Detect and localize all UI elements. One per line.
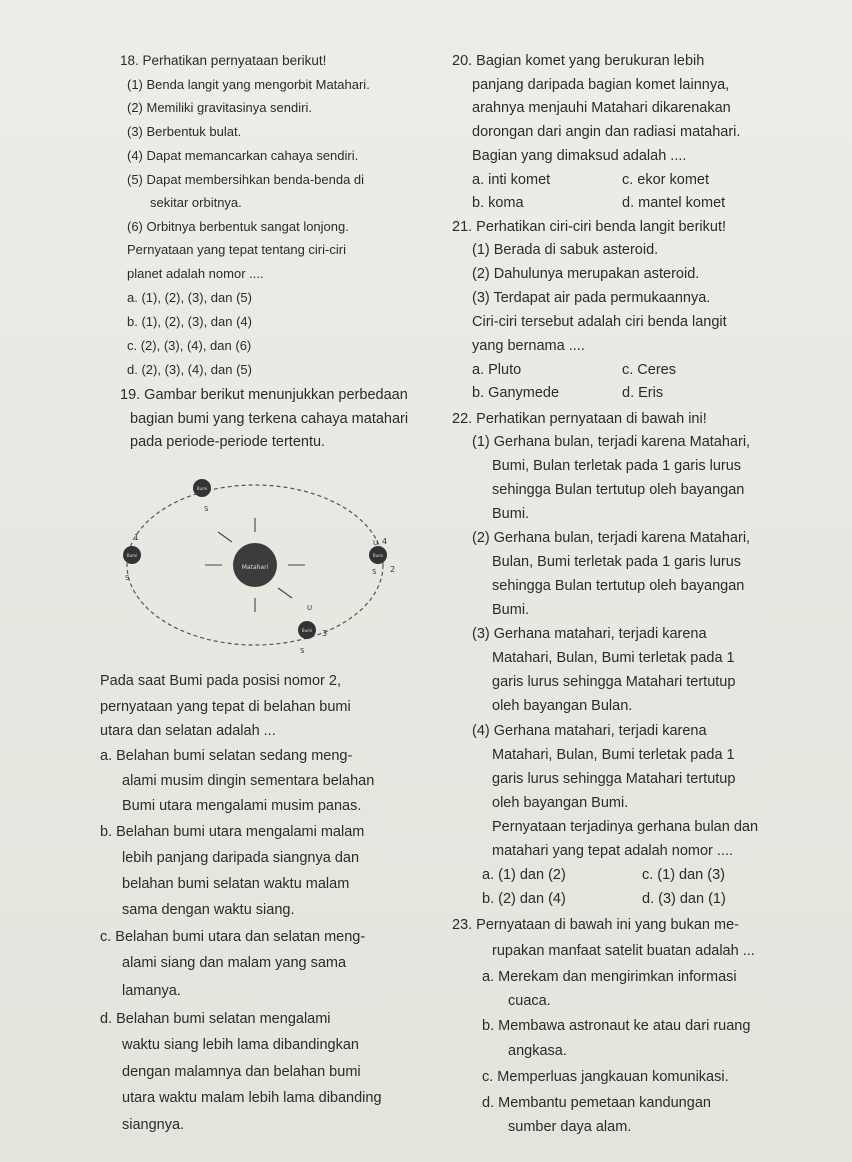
q20-option-c[interactable]: c. ekor komet: [622, 172, 710, 188]
q21-statement-2: (2) Dahulunya merupakan asteroid.: [472, 266, 700, 282]
q19-option-d-4: utara waktu malam lebih lama dibanding: [122, 1090, 382, 1106]
q22-stem: 22. Perhatikan pernyataan di bawah ini!: [452, 411, 707, 427]
q18-question-1: Pernyataan yang tepat tentang ciri-ciri: [127, 242, 346, 257]
q21-option-c[interactable]: c. Ceres: [622, 362, 676, 378]
q23-option-a-cont: cuaca.: [508, 993, 551, 1009]
q20-option-d[interactable]: d. mantel komet: [622, 195, 726, 211]
q20-line-2: panjang daripada bagian komet lainnya,: [472, 77, 730, 93]
q22-p4-a: (4) Gerhana matahari, terjadi karena: [472, 723, 707, 739]
q23-option-b[interactable]: b. Membawa astronaut ke atau dari ruang: [482, 1018, 751, 1034]
q22-p4-c: garis lurus sehingga Matahari tertutup: [492, 771, 736, 787]
q21-stem: 21. Perhatikan ciri-ciri benda langit berikut!: [452, 219, 727, 235]
q18-option-d[interactable]: d. (2), (3), (4), dan (5): [127, 362, 252, 377]
q19-option-d-2: waktu siang lebih lama dibandingkan: [122, 1037, 359, 1053]
q21-option-d[interactable]: d. Eris: [622, 385, 664, 401]
q21-option-b[interactable]: b. Ganymede: [472, 385, 560, 401]
q22-option-d[interactable]: d. (3) dan (1): [642, 891, 726, 907]
q19-option-d-1[interactable]: d. Belahan bumi selatan mengalami: [100, 1011, 331, 1027]
q19-option-a-3: Bumi utara mengalami musim panas.: [122, 798, 362, 814]
q23-option-d-cont: sumber daya alam.: [508, 1119, 632, 1135]
q19-question-1: Pada saat Bumi pada posisi nomor 2,: [100, 673, 341, 689]
q22-p2-a: (2) Gerhana bulan, terjadi karena Matahari,: [472, 530, 751, 546]
south-mark-bottom: S: [300, 647, 305, 655]
q23-option-b-cont: angkasa.: [508, 1043, 567, 1059]
q19-option-b-2: lebih panjang daripada siangnya dan: [122, 850, 360, 866]
q19-option-a-1[interactable]: a. Belahan bumi selatan sedang meng-: [100, 748, 353, 764]
q23-option-a[interactable]: a. Merekam dan mengirimkan informasi: [482, 969, 737, 985]
q19-option-b-4: sama dengan waktu siang.: [122, 902, 295, 918]
q18-option-c[interactable]: c. (2), (3), (4), dan (6): [127, 338, 252, 353]
label-pos-2: 2: [390, 565, 396, 574]
earth-label-top: Bumi: [196, 486, 208, 491]
q22-p3-b: Matahari, Bulan, Bumi terletak pada 1: [492, 650, 735, 666]
q18-statement-5: (5) Dapat membersihkan benda-benda di: [127, 172, 365, 187]
q19-stem-2: bagian bumi yang terkena cahaya matahari: [130, 411, 409, 427]
q22-option-b[interactable]: b. (2) dan (4): [482, 891, 566, 907]
south-mark-top: S: [204, 505, 209, 513]
q18-statement-2: (2) Memiliki gravitasinya sendiri.: [127, 100, 312, 115]
north-mark-right: U: [373, 539, 379, 547]
q22-p4-d: oleh bayangan Bumi.: [492, 795, 629, 811]
q21-question-2: yang bernama ....: [472, 338, 585, 354]
q19-question-3: utara dan selatan adalah ...: [100, 723, 276, 739]
earth-label-right: Bumi: [372, 553, 384, 558]
q22-p1-c: sehingga Bulan tertutup oleh bayangan: [492, 482, 745, 498]
label-pos-1: 1: [134, 533, 140, 542]
q20-line-5: Bagian yang dimaksud adalah ....: [472, 148, 687, 164]
q22-option-c[interactable]: c. (1) dan (3): [642, 867, 725, 883]
q23-line-2: rupakan manfaat satelit buatan adalah ...: [492, 943, 755, 959]
q20-option-a[interactable]: a. inti komet: [472, 172, 551, 188]
q22-p2-c: sehingga Bulan tertutup oleh bayangan: [492, 578, 745, 594]
q19-option-d-5: siangnya.: [122, 1117, 185, 1133]
south-mark-right: S: [372, 568, 377, 576]
sun-label: Matahari: [241, 564, 269, 571]
q21-option-a[interactable]: a. Pluto: [472, 362, 522, 378]
q22-question-2: matahari yang tepat adalah nomor ....: [492, 843, 734, 859]
q21-question-1: Ciri-ciri tersebut adalah ciri benda langit: [472, 314, 727, 330]
q18-option-a[interactable]: a. (1), (2), (3), dan (5): [127, 290, 252, 305]
north-mark-bottom: U: [307, 604, 313, 612]
q22-option-a[interactable]: a. (1) dan (2): [482, 867, 566, 883]
q18-statement-4: (4) Dapat memancarkan cahaya sendiri.: [127, 148, 359, 163]
label-pos-3: 3: [322, 629, 328, 638]
q21-statement-3: (3) Terdapat air pada permukaannya.: [472, 290, 711, 306]
q18-stem: 18. Perhatikan pernyataan berikut!: [120, 53, 327, 68]
label-pos-4: 4: [382, 537, 388, 546]
q22-p1-a: (1) Gerhana bulan, terjadi karena Matahari,: [472, 434, 751, 450]
q18-statement-5-cont: sekitar orbitnya.: [150, 195, 242, 210]
q22-p3-c: garis lurus sehingga Matahari tertutup: [492, 674, 736, 690]
q18-option-b[interactable]: b. (1), (2), (3), dan (4): [127, 314, 252, 329]
earth-label-left: Bumi: [126, 553, 138, 558]
q18-statement-6: (6) Orbitnya berbentuk sangat lonjong.: [127, 219, 349, 234]
q19-stem-1: 19. Gambar berikut menunjukkan perbedaan: [120, 387, 408, 403]
q19-option-c-2: alami siang dan malam yang sama: [122, 955, 347, 971]
earth-orbit-figure: [110, 470, 440, 660]
q18-statement-3: (3) Berbentuk bulat.: [127, 124, 242, 139]
q23-option-d[interactable]: d. Membantu pemetaan kandungan: [482, 1095, 711, 1111]
q20-option-b[interactable]: b. koma: [472, 195, 524, 211]
q22-p1-d: Bumi.: [492, 506, 530, 522]
q19-option-a-2: alami musim dingin sementara belahan: [122, 773, 375, 789]
q22-question-1: Pernyataan terjadinya gerhana bulan dan: [492, 819, 759, 835]
q20-line-4: dorongan dari angin dan radiasi matahari.: [472, 124, 741, 140]
q20-line-1: 20. Bagian komet yang berukuran lebih: [452, 53, 705, 69]
q22-p3-d: oleh bayangan Bulan.: [492, 698, 633, 714]
q19-option-d-3: dengan malamnya dan belahan bumi: [122, 1064, 361, 1080]
q18-statement-1: (1) Benda langit yang mengorbit Matahari.: [127, 77, 370, 92]
q19-option-c-1[interactable]: c. Belahan bumi utara dan selatan meng-: [100, 929, 366, 945]
q22-p1-b: Bumi, Bulan terletak pada 1 garis lurus: [492, 458, 742, 474]
q18-question-2: planet adalah nomor ....: [127, 266, 264, 281]
q20-line-3: arahnya menjauhi Matahari dikarenakan: [472, 100, 731, 116]
south-mark-left: S: [125, 574, 130, 582]
q23-line-1: 23. Pernyataan di bawah ini yang bukan me-: [452, 917, 739, 933]
q22-p3-a: (3) Gerhana matahari, terjadi karena: [472, 626, 707, 642]
earth-label-bottom: Bumi: [301, 628, 313, 633]
q22-p4-b: Matahari, Bulan, Bumi terletak pada 1: [492, 747, 735, 763]
q19-option-b-3: belahan bumi selatan waktu malam: [122, 876, 350, 892]
q21-statement-1: (1) Berada di sabuk asteroid.: [472, 242, 659, 258]
q19-question-2: pernyataan yang tepat di belahan bumi: [100, 699, 351, 715]
q22-p2-d: Bumi.: [492, 602, 530, 618]
q19-stem-3: pada periode-periode tertentu.: [130, 434, 326, 450]
q23-option-c[interactable]: c. Memperluas jangkauan komunikasi.: [482, 1069, 729, 1085]
q22-p2-b: Bulan, Bumi terletak pada 1 garis lurus: [492, 554, 742, 570]
q19-option-c-3: lamanya.: [122, 983, 181, 999]
q19-option-b-1[interactable]: b. Belahan bumi utara mengalami malam: [100, 824, 365, 840]
